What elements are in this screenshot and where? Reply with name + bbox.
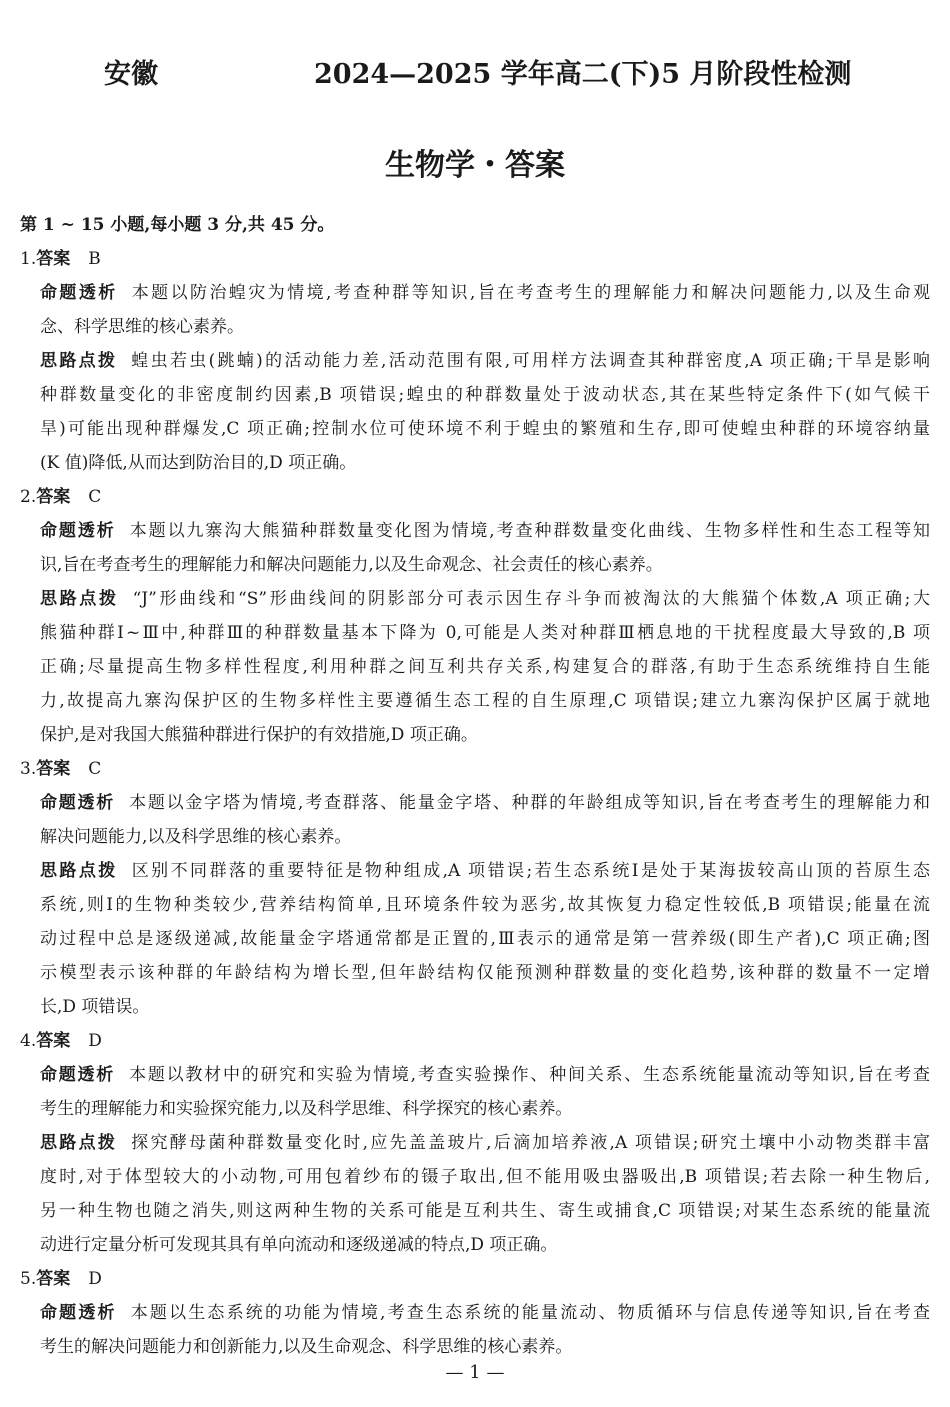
text-line: [40, 1058, 930, 1092]
question-number: 5.: [20, 1269, 37, 1289]
line-text: 系统,则Ⅰ的生物种类较少,营养结构简单,且环境条件较为恶劣,故其恢复力稳定性较低,B 项错误;能量在流: [40, 895, 930, 915]
line-text: 本题以九寨沟大熊猫种群数量变化图为情境,考查种群数量变化曲线、生物多样性和生态工程等知: [129, 521, 930, 541]
line-text: 力,故提高九寨沟保护区的生物多样性主要遵循生态工程的自生原理,C 项错误;建立九寨沟保护区属于就地: [40, 691, 930, 711]
document-subtitle: 生物学・答案: [385, 148, 565, 183]
answer-value: B: [88, 249, 101, 269]
line-text: 另一种生物也随之消失,则这两种生物的关系可能是互利共生、寄生或捕食,C 项错误;对某生态系统的能量流: [40, 1201, 930, 1221]
analysis-paragraph: [0, 1296, 950, 1364]
text-line: [40, 1330, 930, 1364]
line-text: 本题以教材中的研究和实验为情境,考查实验操作、种间关系、生态系统能量流动等知识,旨在考查: [129, 1065, 930, 1085]
answer-value: C: [88, 487, 102, 507]
line-text: 探究酵母菌种群数量变化时,应先盖盖玻片,后滴加培养液,A 项错误;研究土壤中小动物类群丰富: [131, 1133, 930, 1153]
text-line: [40, 820, 930, 854]
hint-paragraph: [0, 344, 950, 480]
answer-label: 答案: [36, 1031, 71, 1051]
line-text: 区别不同群落的重要特征是物种组成,A 项错误;若生态系统Ⅰ是处于某海拔较高山顶的苔原生态: [131, 861, 930, 881]
question-block: [0, 1262, 950, 1364]
analysis-label: 命题透析: [40, 1065, 116, 1085]
text-line: [40, 514, 930, 548]
line-text: 度时,对于体型较大的小动物,可用包着纱布的镊子取出,但不能用吸虫器吸出,B 项错误;若去除一种生物后,: [40, 1167, 930, 1187]
answer-label: 答案: [36, 1269, 71, 1289]
text-line: [40, 548, 930, 582]
hint-paragraph: [0, 854, 950, 1024]
answer-label: 答案: [36, 249, 71, 269]
question-block: [0, 242, 950, 480]
question-number: 1.: [20, 249, 37, 269]
answer-line: [20, 242, 950, 276]
line-text: 示模型表示该种群的年龄结构为增长型,但年龄结构仅能预测种群数量的变化趋势,该种群的数量不一定增: [40, 963, 930, 983]
hint-paragraph: [0, 582, 950, 752]
answer-body: [0, 208, 950, 1364]
hint-label: 思路点拨: [40, 861, 118, 881]
line-text: 念、科学思维的核心素养。: [40, 317, 244, 337]
answer-label: 答案: [36, 759, 71, 779]
answer-value: D: [88, 1031, 102, 1051]
line-text: 解决问题能力,以及科学思维的核心素养。: [40, 827, 352, 847]
section-intro: 第 1 ~ 15 小题,每小题 3 分,共 45 分。: [20, 215, 335, 235]
analysis-label: 命题透析: [40, 283, 118, 303]
question-number: 4.: [20, 1031, 37, 1051]
text-line: [40, 1092, 930, 1126]
hint-label: 思路点拨: [40, 351, 118, 371]
exam-title: 2024—2025 学年高二(下)5 月阶段性检测: [314, 59, 852, 90]
text-line: [40, 582, 930, 616]
analysis-paragraph: [0, 786, 950, 854]
hint-paragraph: [0, 1126, 950, 1262]
line-text: 动过程中总是逐级递减,故能量金字塔通常都是正置的,Ⅲ表示的通常是第一营养级(即生产者),C 项正确;图: [40, 929, 930, 949]
analysis-paragraph: [0, 1058, 950, 1126]
analysis-paragraph: [0, 514, 950, 582]
line-text: “J”形曲线和“S”形曲线间的阴影部分可表示因生存斗争而被淘汰的大熊猫个体数,A 项正确;大: [132, 589, 930, 609]
line-text: 本题以金字塔为情境,考查群落、能量金字塔、种群的年龄组成等知识,旨在考查考生的理解能力和: [129, 793, 930, 813]
line-text: 蝗虫若虫(跳蝻)的活动能力差,活动范围有限,可用样方法调查其种群密度,A 项正确;干旱是影响: [131, 351, 930, 371]
line-text: 熊猫种群Ⅰ~Ⅲ中,种群Ⅲ的种群数量基本下降为 0,可能是人类对种群Ⅲ栖息地的干扰程度最大导致的,B 项: [40, 623, 930, 643]
line-text: 长,D 项错误。: [40, 997, 150, 1017]
line-text: 正确;尽量提高生物多样性程度,利用种群之间互利共存关系,构建复合的群落,有助于生态系统维持自生能: [40, 657, 930, 677]
text-line: [40, 718, 930, 752]
text-line: [40, 956, 930, 990]
answer-line: [20, 1024, 950, 1058]
text-line: [40, 786, 930, 820]
hint-label: 思路点拨: [40, 589, 119, 609]
text-line: [40, 276, 930, 310]
text-line: [40, 616, 930, 650]
page-number: — 1 —: [445, 1362, 505, 1383]
text-line: [40, 310, 930, 344]
text-line: [40, 990, 930, 1024]
line-text: 本题以生态系统的功能为情境,考查生态系统的能量流动、物质循环与信息传递等知识,旨在考查: [130, 1303, 930, 1323]
answer-value: C: [88, 759, 102, 779]
question-block: [0, 752, 950, 1024]
text-line: [40, 854, 930, 888]
question-block: [0, 480, 950, 752]
line-text: 考生的理解能力和实验探究能力,以及科学思维、科学探究的核心素养。: [40, 1099, 573, 1119]
hint-label: 思路点拨: [40, 1133, 118, 1153]
text-line: [40, 1160, 930, 1194]
line-text: 种群数量变化的非密度制约因素,B 项错误;蝗虫的种群数量处于波动状态,其在某些特定条件下(如气候干: [40, 385, 930, 405]
text-line: [40, 446, 930, 480]
text-line: [40, 1296, 930, 1330]
answer-label: 答案: [36, 487, 71, 507]
analysis-label: 命题透析: [40, 521, 116, 541]
text-line: [40, 650, 930, 684]
line-text: 考生的解决问题能力和创新能力,以及生命观念、科学思维的核心素养。: [40, 1337, 573, 1357]
line-text: 保护,是对我国大熊猫种群进行保护的有效措施,D 项正确。: [40, 725, 478, 745]
text-line: [40, 1194, 930, 1228]
text-line: [40, 378, 930, 412]
line-text: 动进行定量分析可发现其具有单向流动和逐级递减的特点,D 项正确。: [40, 1235, 558, 1255]
answer-line: [20, 1262, 950, 1296]
text-line: [40, 888, 930, 922]
line-text: 识,旨在考查考生的理解能力和解决问题能力,以及生命观念、社会责任的核心素养。: [40, 555, 663, 575]
text-line: [40, 1126, 930, 1160]
analysis-label: 命题透析: [40, 1303, 117, 1323]
question-number: 3.: [20, 759, 37, 779]
question-block: [0, 1024, 950, 1262]
text-line: [40, 412, 930, 446]
text-line: [40, 1228, 930, 1262]
region-label: 安徽: [104, 59, 158, 90]
text-line: [40, 922, 930, 956]
answer-value: D: [88, 1269, 102, 1289]
question-number: 2.: [20, 487, 37, 507]
line-text: 旱)可能出现种群爆发,C 项正确;控制水位可使环境不利于蝗虫的繁殖和生存,即可使蝗虫种群的环境容纳量: [40, 419, 930, 439]
line-text: 本题以防治蝗灾为情境,考查种群等知识,旨在考查考生的理解能力和解决问题能力,以及生命观: [131, 283, 930, 303]
line-text: (K 值)降低,从而达到防治目的,D 项正确。: [40, 453, 357, 473]
analysis-label: 命题透析: [40, 793, 116, 813]
analysis-paragraph: [0, 276, 950, 344]
text-line: [40, 344, 930, 378]
answer-line: [20, 480, 950, 514]
answer-line: [20, 752, 950, 786]
text-line: [40, 684, 930, 718]
